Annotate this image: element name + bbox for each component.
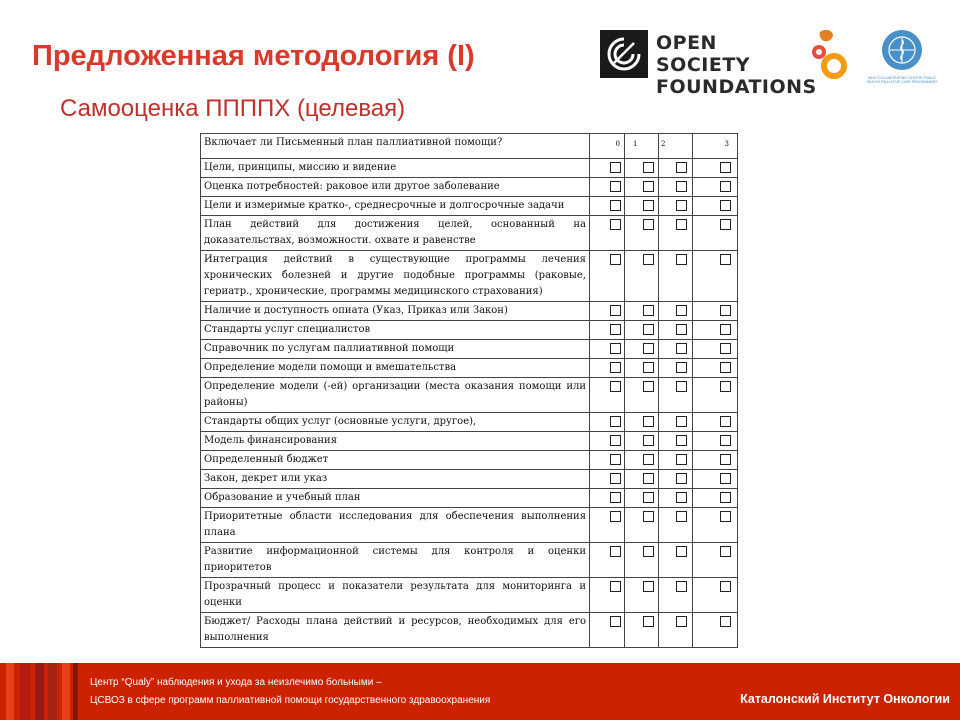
- checklist-header-row: [201, 134, 738, 159]
- score-checkbox-2[interactable]: [676, 362, 687, 373]
- score-checkbox-0[interactable]: [610, 416, 621, 427]
- checklist-item-text: Определенный бюджет: [201, 451, 590, 470]
- score-cell-3: [693, 216, 738, 251]
- footer-stripe: [48, 663, 57, 720]
- score-cell-0: [590, 432, 625, 451]
- score-cell-0: [590, 340, 625, 359]
- score-cell-0: [590, 613, 625, 648]
- open-society-foundations-logo: [600, 30, 817, 98]
- scale-label-2: 2: [661, 140, 666, 148]
- score-checkbox-2[interactable]: [676, 343, 687, 354]
- checklist-item-text: Стандарты услуг специалистов: [201, 321, 590, 340]
- score-checkbox-1[interactable]: [643, 343, 654, 354]
- score-cell-1: [625, 359, 659, 378]
- score-cell-1: [625, 159, 659, 178]
- footer-stripe: [62, 663, 70, 720]
- score-checkbox-0[interactable]: [610, 511, 621, 522]
- score-cell-2: [659, 432, 693, 451]
- checklist-row: [201, 451, 738, 470]
- checklist-row: [201, 413, 738, 432]
- score-checkbox-2[interactable]: [676, 381, 687, 392]
- score-cell-2: [659, 321, 693, 340]
- score-checkbox-3[interactable]: [720, 181, 731, 192]
- score-cell-0: [590, 578, 625, 613]
- checklist-item-text: Определение модели (-ей) организации (места оказания помощи или районы): [201, 378, 590, 413]
- score-checkbox-0[interactable]: [610, 162, 621, 173]
- score-checkbox-2[interactable]: [676, 435, 687, 446]
- score-checkbox-0[interactable]: [610, 343, 621, 354]
- checklist-item-text: Бюджет/ Расходы плана действий и ресурсов, необходимых для его выполнения: [201, 613, 590, 648]
- score-cell-0: [590, 489, 625, 508]
- score-checkbox-1[interactable]: [643, 616, 654, 627]
- score-cell-2: [659, 543, 693, 578]
- score-checkbox-2[interactable]: [676, 200, 687, 211]
- who-collaborating-centre-logo: [862, 30, 942, 86]
- score-cell-0: [590, 159, 625, 178]
- score-checkbox-2[interactable]: [676, 219, 687, 230]
- score-cell-1: [625, 543, 659, 578]
- checklist-row: [201, 470, 738, 489]
- checklist-question: Включает ли Письменный план паллиативной помощи?: [201, 134, 590, 159]
- score-cell-3: [693, 432, 738, 451]
- score-cell-2: [659, 178, 693, 197]
- score-checkbox-1[interactable]: [643, 473, 654, 484]
- score-checkbox-3[interactable]: [720, 435, 731, 446]
- score-checkbox-3[interactable]: [720, 162, 731, 173]
- score-checkbox-1[interactable]: [643, 200, 654, 211]
- score-checkbox-0[interactable]: [610, 473, 621, 484]
- score-cell-3: [693, 451, 738, 470]
- score-checkbox-1[interactable]: [643, 219, 654, 230]
- score-checkbox-0[interactable]: [610, 581, 621, 592]
- score-cell-2: [659, 578, 693, 613]
- score-cell-2: [659, 302, 693, 321]
- score-cell-3: [693, 489, 738, 508]
- score-cell-1: [625, 578, 659, 613]
- score-checkbox-1[interactable]: [643, 305, 654, 316]
- score-cell-1: [625, 451, 659, 470]
- score-cell-1: [625, 432, 659, 451]
- checklist-row: [201, 432, 738, 451]
- score-checkbox-1[interactable]: [643, 162, 654, 173]
- score-cell-2: [659, 197, 693, 216]
- checklist-row: [201, 613, 738, 648]
- score-cell-1: [625, 413, 659, 432]
- checklist-item-text: Наличие и доступность опиата (Указ, Приказ или Закон): [201, 302, 590, 321]
- footer-institute-name: Каталонский Институт Онкологии: [740, 692, 950, 706]
- score-cell-3: [693, 197, 738, 216]
- footer-stripe: [20, 663, 30, 720]
- score-checkbox-0[interactable]: [610, 254, 621, 265]
- score-checkbox-1[interactable]: [643, 454, 654, 465]
- score-cell-0: [590, 197, 625, 216]
- checklist-item-text: Цели и измеримые кратко-, среднесрочные и долгосрочные задачи: [201, 197, 590, 216]
- checklist-row: [201, 578, 738, 613]
- score-checkbox-3[interactable]: [720, 473, 731, 484]
- checklist-table: [200, 133, 738, 648]
- score-checkbox-3[interactable]: [720, 219, 731, 230]
- score-cell-1: [625, 470, 659, 489]
- checklist-item-text: Закон, декрет или указ: [201, 470, 590, 489]
- page-title: Предложенная методология (I): [32, 40, 475, 72]
- score-cell-2: [659, 359, 693, 378]
- score-cell-3: [693, 508, 738, 543]
- score-cell-3: [693, 413, 738, 432]
- score-cell-3: [693, 251, 738, 302]
- score-cell-2: [659, 251, 693, 302]
- score-checkbox-0[interactable]: [610, 219, 621, 230]
- ico-logo-icon: [808, 28, 850, 80]
- osf-line-1: OPEN SOCIETY: [656, 32, 751, 76]
- score-checkbox-1[interactable]: [643, 416, 654, 427]
- score-checkbox-0[interactable]: [610, 616, 621, 627]
- score-checkbox-1[interactable]: [643, 435, 654, 446]
- checklist-item-text: Интеграция действий в существующие программы лечения хронических болезней и другие подобные программы (раковые, гериатр., хронические, программы медицинского страхования): [201, 251, 590, 302]
- score-checkbox-2[interactable]: [676, 454, 687, 465]
- osf-wordmark: [656, 32, 817, 98]
- score-cell-3: [693, 613, 738, 648]
- score-cell-1: [625, 302, 659, 321]
- score-checkbox-0[interactable]: [610, 435, 621, 446]
- score-cell-2: [659, 508, 693, 543]
- score-cell-2: [659, 159, 693, 178]
- score-checkbox-1[interactable]: [643, 581, 654, 592]
- score-checkbox-2[interactable]: [676, 305, 687, 316]
- checklist-row: [201, 489, 738, 508]
- checklist-item-text: Справочник по услугам паллиативной помощи: [201, 340, 590, 359]
- checklist-row: [201, 543, 738, 578]
- score-checkbox-2[interactable]: [676, 324, 687, 335]
- score-cell-3: [693, 543, 738, 578]
- scale-label-1: 1: [633, 140, 638, 148]
- footer-line-1: Центр “Qualy” наблюдения и ухода за неизлечимо больными –: [90, 677, 382, 688]
- checklist-row: [201, 508, 738, 543]
- checklist-item-text: Цели, принципы, миссию и видение: [201, 159, 590, 178]
- score-checkbox-2[interactable]: [676, 473, 687, 484]
- score-checkbox-0[interactable]: [610, 546, 621, 557]
- score-checkbox-2[interactable]: [676, 254, 687, 265]
- score-checkbox-1[interactable]: [643, 362, 654, 373]
- checklist-row: [201, 216, 738, 251]
- who-emblem-icon: [882, 30, 922, 70]
- checklist-body: [201, 159, 738, 648]
- checklist-row: [201, 159, 738, 178]
- score-checkbox-3[interactable]: [720, 381, 731, 392]
- scale-label-0: 0: [615, 140, 620, 148]
- page-subtitle: Самооценка ППППХ (целевая): [60, 95, 406, 122]
- score-checkbox-3[interactable]: [720, 200, 731, 211]
- score-checkbox-2[interactable]: [676, 162, 687, 173]
- score-checkbox-0[interactable]: [610, 381, 621, 392]
- score-checkbox-2[interactable]: [676, 492, 687, 503]
- checklist-row: [201, 340, 738, 359]
- footer-stripe: [73, 663, 78, 720]
- checklist-row: [201, 178, 738, 197]
- scale-label-3: 3: [724, 140, 729, 148]
- score-cell-3: [693, 178, 738, 197]
- score-cell-1: [625, 613, 659, 648]
- scale-header-2: [659, 134, 693, 159]
- scale-header-0: [590, 134, 625, 159]
- score-cell-2: [659, 413, 693, 432]
- score-cell-2: [659, 340, 693, 359]
- score-cell-1: [625, 321, 659, 340]
- score-cell-3: [693, 340, 738, 359]
- score-checkbox-0[interactable]: [610, 492, 621, 503]
- checklist-item-text: Прозрачный процесс и показатели результата для мониторинга и оценки: [201, 578, 590, 613]
- score-cell-2: [659, 216, 693, 251]
- score-checkbox-3[interactable]: [720, 324, 731, 335]
- score-checkbox-3[interactable]: [720, 581, 731, 592]
- score-cell-2: [659, 470, 693, 489]
- score-cell-0: [590, 543, 625, 578]
- score-checkbox-2[interactable]: [676, 616, 687, 627]
- checklist-item-text: Образование и учебный план: [201, 489, 590, 508]
- score-cell-2: [659, 451, 693, 470]
- score-checkbox-0[interactable]: [610, 181, 621, 192]
- score-cell-0: [590, 216, 625, 251]
- score-cell-3: [693, 378, 738, 413]
- score-cell-2: [659, 613, 693, 648]
- footer-line-2: ЦСВОЗ в сфере программ паллиативной помощи государственного здравоохранения: [90, 695, 491, 706]
- score-checkbox-1[interactable]: [643, 511, 654, 522]
- score-checkbox-3[interactable]: [720, 254, 731, 265]
- score-cell-1: [625, 378, 659, 413]
- score-cell-1: [625, 508, 659, 543]
- checklist-item-text: Приоритетные области исследования для обеспечения выполнения плана: [201, 508, 590, 543]
- score-checkbox-1[interactable]: [643, 492, 654, 503]
- score-cell-3: [693, 578, 738, 613]
- checklist-item-text: Оценка потребностей: раковое или другое заболевание: [201, 178, 590, 197]
- checklist-row: [201, 302, 738, 321]
- score-checkbox-1[interactable]: [643, 181, 654, 192]
- checklist-item-text: Стандарты общих услуг (основные услуги, другое),: [201, 413, 590, 432]
- score-checkbox-0[interactable]: [610, 305, 621, 316]
- checklist-item-text: Развитие информационной системы для контроля и оценки приоритетов: [201, 543, 590, 578]
- score-checkbox-1[interactable]: [643, 546, 654, 557]
- score-cell-0: [590, 251, 625, 302]
- checklist-row: [201, 378, 738, 413]
- score-cell-0: [590, 321, 625, 340]
- who-caption: WHO COLLABORATING CENTRE PUBLIC HEALTH PALLIATIVE CARE PROGRAMMES: [866, 76, 938, 84]
- checklist-item-text: Определение модели помощи и вмешательства: [201, 359, 590, 378]
- checklist-item-text: План действий для достижения целей, основанный на доказательствах, возможности. охвате и равенстве: [201, 216, 590, 251]
- score-cell-0: [590, 451, 625, 470]
- checklist-row: [201, 359, 738, 378]
- score-cell-3: [693, 302, 738, 321]
- score-cell-0: [590, 508, 625, 543]
- score-checkbox-2[interactable]: [676, 511, 687, 522]
- score-checkbox-1[interactable]: [643, 381, 654, 392]
- osf-mark-icon: [600, 30, 648, 78]
- score-cell-3: [693, 159, 738, 178]
- score-checkbox-3[interactable]: [720, 511, 731, 522]
- score-checkbox-1[interactable]: [643, 324, 654, 335]
- score-checkbox-3[interactable]: [720, 416, 731, 427]
- score-cell-0: [590, 302, 625, 321]
- score-checkbox-2[interactable]: [676, 416, 687, 427]
- score-cell-2: [659, 489, 693, 508]
- score-cell-1: [625, 251, 659, 302]
- score-cell-0: [590, 470, 625, 489]
- score-cell-0: [590, 413, 625, 432]
- footer: [0, 663, 960, 720]
- score-checkbox-3[interactable]: [720, 492, 731, 503]
- checklist-row: [201, 197, 738, 216]
- score-cell-1: [625, 197, 659, 216]
- scale-header-3: [693, 134, 738, 159]
- score-checkbox-3[interactable]: [720, 454, 731, 465]
- score-checkbox-1[interactable]: [643, 254, 654, 265]
- scale-header-1: [625, 134, 659, 159]
- score-checkbox-2[interactable]: [676, 546, 687, 557]
- footer-centre-info: [90, 674, 490, 710]
- score-checkbox-3[interactable]: [720, 343, 731, 354]
- score-cell-3: [693, 321, 738, 340]
- score-checkbox-3[interactable]: [720, 546, 731, 557]
- score-cell-0: [590, 178, 625, 197]
- checklist-row: [201, 251, 738, 302]
- checklist-row: [201, 321, 738, 340]
- score-cell-1: [625, 216, 659, 251]
- score-cell-1: [625, 489, 659, 508]
- score-checkbox-2[interactable]: [676, 181, 687, 192]
- score-cell-0: [590, 378, 625, 413]
- score-cell-0: [590, 359, 625, 378]
- score-checkbox-3[interactable]: [720, 305, 731, 316]
- score-checkbox-3[interactable]: [720, 616, 731, 627]
- score-cell-2: [659, 378, 693, 413]
- score-cell-1: [625, 340, 659, 359]
- osf-line-2: FOUNDATIONS: [656, 76, 817, 98]
- score-checkbox-0[interactable]: [610, 454, 621, 465]
- footer-stripe: [35, 663, 44, 720]
- score-checkbox-2[interactable]: [676, 581, 687, 592]
- score-checkbox-0[interactable]: [610, 324, 621, 335]
- score-checkbox-3[interactable]: [720, 362, 731, 373]
- score-checkbox-0[interactable]: [610, 200, 621, 211]
- self-assessment-checklist: [200, 133, 738, 661]
- checklist-item-text: Модель финансирования: [201, 432, 590, 451]
- score-cell-1: [625, 178, 659, 197]
- score-cell-3: [693, 359, 738, 378]
- footer-stripe: [6, 663, 14, 720]
- score-checkbox-0[interactable]: [610, 362, 621, 373]
- score-cell-3: [693, 470, 738, 489]
